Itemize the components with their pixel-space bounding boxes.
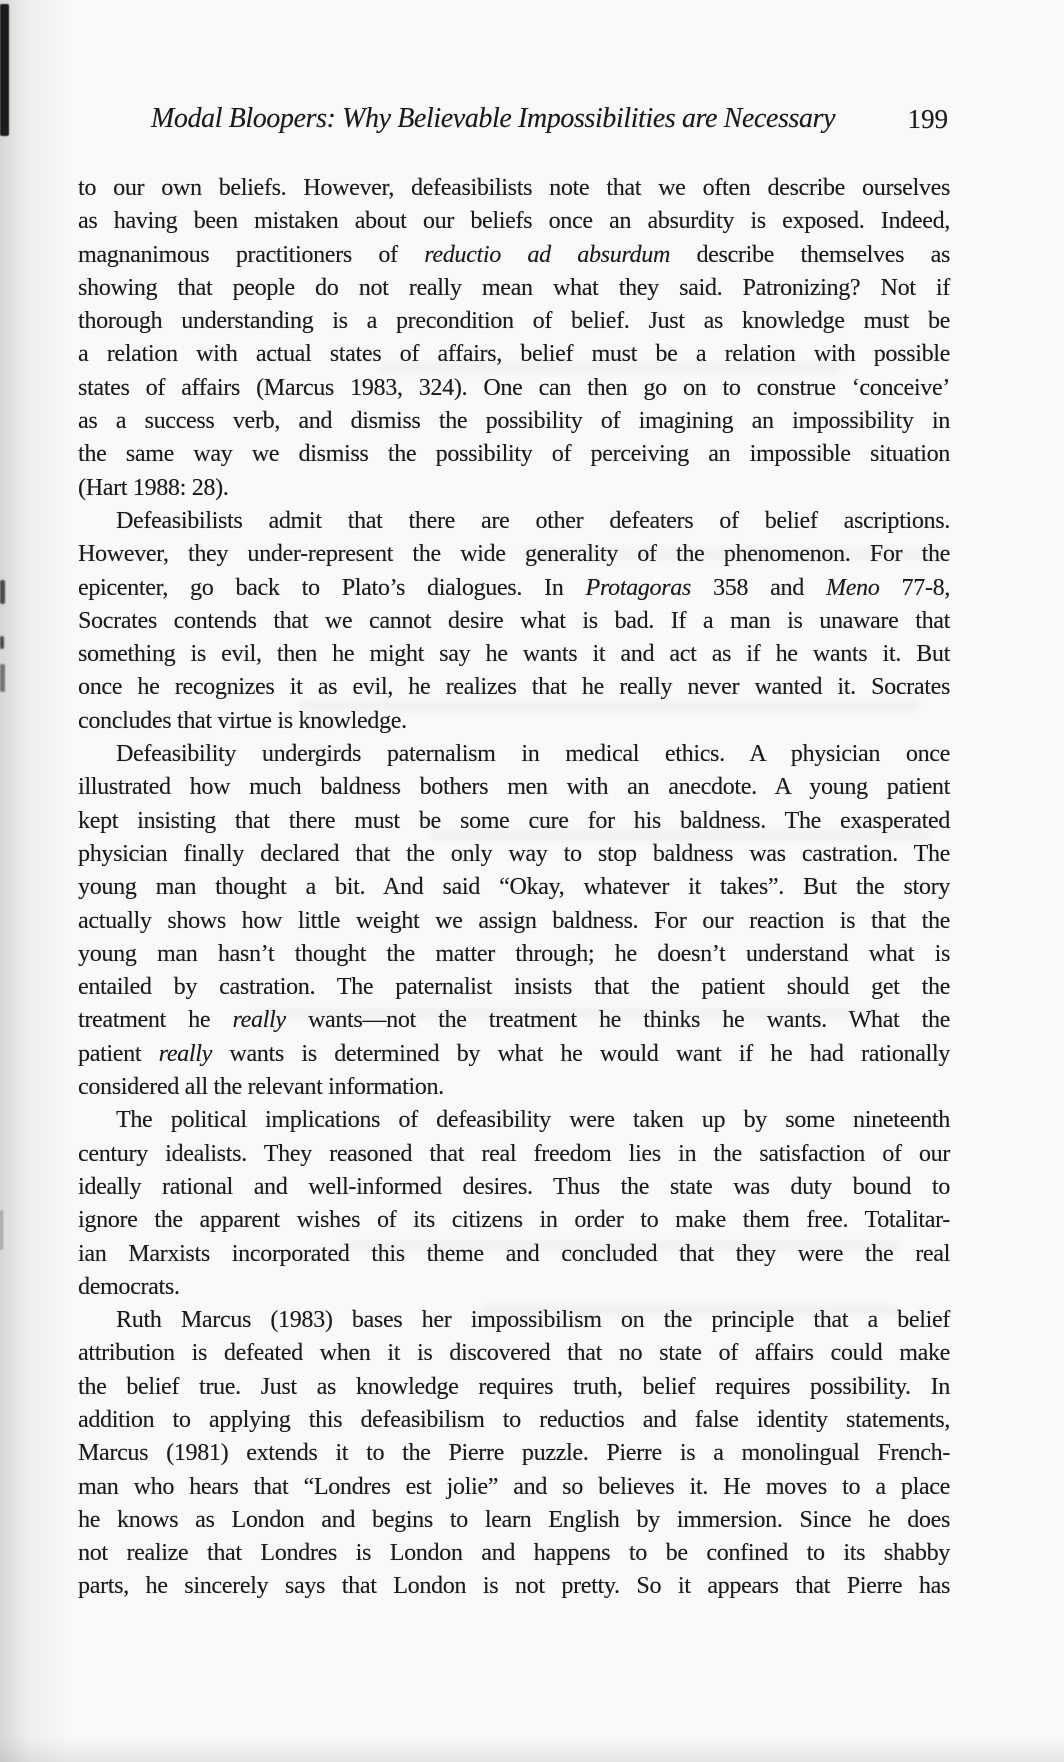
text-segment: something is evil, then he might say he wants it and act as if he wants it. But <box>78 641 950 668</box>
text-segment: Defeasibility undergirds paternalism in medical ethics. A physician once <box>116 741 950 768</box>
text-line <box>78 172 950 205</box>
text-line <box>78 1271 950 1304</box>
text-segment: the same way we dismiss the possibility of perceiving an impossible situation <box>78 441 950 468</box>
text-line <box>78 1471 950 1504</box>
body-text <box>78 172 950 1604</box>
text-line <box>78 1071 950 1104</box>
italic-text-segment: Protagoras <box>585 574 691 601</box>
text-line <box>78 538 950 571</box>
text-segment: physician finally declared that the only way to stop baldness was castration. The <box>78 840 950 867</box>
text-segment: as having been mistaken about our beliefs once an absurdity is exposed. Indeed, <box>78 208 950 235</box>
italic-text-segment: really <box>232 1007 286 1034</box>
text-line <box>78 472 950 505</box>
text-segment: considered all the relevant information. <box>78 1074 444 1101</box>
text-line <box>78 305 950 338</box>
scan-edge-shadow <box>0 0 74 1762</box>
text-line <box>78 1537 950 1570</box>
text-segment: illustrated how much baldness bothers men with an anecdote. A young patient <box>78 774 950 801</box>
text-segment: parts, he sincerely says that London is not pretty. So it appears that Pierre has <box>78 1573 950 1600</box>
text-segment: states of affairs (Marcus 1983, 324). One can then go on to construe ‘conceive’ <box>78 374 950 401</box>
text-line <box>78 1038 950 1071</box>
text-line <box>78 805 950 838</box>
text-line <box>78 1138 950 1171</box>
text-line <box>78 1570 950 1603</box>
text-segment: kept insisting that there must be some cure for his baldness. The exasperated <box>78 807 950 834</box>
text-line <box>78 771 950 804</box>
text-line <box>78 272 950 305</box>
italic-text-segment: reductio ad absurdum <box>424 241 670 268</box>
text-line <box>78 1004 950 1037</box>
text-line <box>78 638 950 671</box>
text-line <box>78 838 950 871</box>
text-line <box>78 1404 950 1437</box>
text-line <box>78 1104 950 1137</box>
text-line <box>78 971 950 1004</box>
text-segment: attribution is defeated when it is discovered that no state of affairs could make <box>78 1340 950 1367</box>
text-segment: addition to applying this defeasibilism to reductios and false identity statements, <box>78 1406 950 1433</box>
text-segment: 77-8, <box>879 574 950 601</box>
text-line <box>78 405 950 438</box>
text-segment: The political implications of defeasibility were taken up by some nineteenth <box>116 1107 950 1134</box>
page-title: Modal Bloopers: Why Believable Impossibilities are Necessary <box>150 103 836 134</box>
page-number: 199 <box>907 104 948 134</box>
text-segment: treatment he <box>78 1007 233 1034</box>
italic-text-segment: Meno <box>826 574 880 601</box>
text-segment: actually shows how little weight we assign baldness. For our reaction is that the <box>78 907 950 934</box>
text-line <box>78 205 950 238</box>
text-line <box>78 1204 950 1237</box>
text-segment: he knows as London and begins to learn English by immersion. Since he does <box>78 1506 950 1533</box>
text-line <box>78 1371 950 1404</box>
text-segment: (Hart 1988: 28). <box>78 474 229 501</box>
text-segment: Ruth Marcus (1983) bases her impossibilism on the principle that a belief <box>116 1307 950 1334</box>
text-line <box>78 938 950 971</box>
scan-bottom-shadow <box>0 1736 1064 1762</box>
text-line <box>78 738 950 771</box>
text-line <box>78 338 950 371</box>
text-segment: thorough understanding is a precondition of belief. Just as knowledge must be <box>78 308 950 335</box>
text-line <box>78 1171 950 1204</box>
text-line <box>78 605 950 638</box>
text-segment: as a success verb, and dismiss the possibility of imagining an impossibility in <box>78 408 950 435</box>
text-line <box>78 905 950 938</box>
text-segment: patient <box>78 1040 159 1067</box>
text-segment: concludes that virtue is knowledge. <box>78 707 407 734</box>
text-segment: democrats. <box>78 1273 180 1300</box>
text-line <box>78 572 950 605</box>
scan-speck <box>0 664 5 692</box>
text-line <box>78 239 950 272</box>
text-segment: century idealists. They reasoned that real freedom lies in the satisfaction of our <box>78 1140 950 1167</box>
text-line <box>78 871 950 904</box>
text-segment: once he recognizes it as evil, he realizes that he really never wanted it. Socrates <box>78 674 950 701</box>
text-segment: Socrates contends that we cannot desire what is bad. If a man is unaware that <box>78 607 950 634</box>
text-segment: Defeasibilists admit that there are other defeaters of belief ascriptions. <box>116 507 950 534</box>
scan-speck <box>0 580 5 604</box>
text-line <box>78 505 950 538</box>
text-line <box>78 438 950 471</box>
text-segment: the belief true. Just as knowledge requires truth, belief requires possibility. In <box>78 1373 950 1400</box>
text-segment: entailed by castration. The paternalist insists that the patient should get the <box>78 974 950 1001</box>
italic-text-segment: really <box>158 1040 212 1067</box>
text-segment: 358 and <box>690 574 826 601</box>
text-line <box>78 671 950 704</box>
text-line <box>78 1437 950 1470</box>
text-segment: young man thought a bit. And said “Okay, whatever it takes”. But the story <box>78 874 950 901</box>
text-line <box>78 1504 950 1537</box>
text-segment: ian Marxists incorporated this theme and concluded that they were the real <box>78 1240 950 1267</box>
text-segment: young man hasn’t thought the matter through; he doesn’t understand what is <box>78 940 950 967</box>
text-line <box>78 1238 950 1271</box>
text-segment: ignore the apparent wishes of its citizens in order to make them free. Totalitar- <box>78 1207 950 1234</box>
text-line <box>78 705 950 738</box>
text-segment: magnanimous practitioners of <box>78 241 425 268</box>
scan-speck <box>0 1210 3 1250</box>
text-segment: ideally rational and well-informed desires. Thus the state was duty bound to <box>78 1173 950 1200</box>
text-line <box>78 1337 950 1370</box>
text-segment: man who hears that “Londres est jolie” and so believes it. He moves to a place <box>78 1473 950 1500</box>
text-segment: describe themselves as <box>669 241 950 268</box>
text-segment: However, they under-represent the wide generality of the phenomenon. For the <box>78 541 950 568</box>
text-segment: showing that people do not really mean what they said. Patronizing? Not if <box>78 274 950 301</box>
text-segment: not realize that Londres is London and happens to be confined to its shabby <box>78 1540 950 1567</box>
scan-binding-mark <box>0 4 9 136</box>
text-segment: to our own beliefs. However, defeasibilists note that we often describe ourselves <box>78 175 950 201</box>
text-segment: epicenter, go back to Plato’s dialogues. In <box>78 574 586 601</box>
text-line <box>78 1304 950 1337</box>
scan-speck <box>0 636 4 649</box>
running-header <box>78 103 950 141</box>
text-segment: Marcus (1981) extends it to the Pierre puzzle. Pierre is a monolingual French- <box>78 1440 950 1467</box>
text-segment: wants—not the treatment he thinks he wants. What the <box>285 1007 950 1034</box>
text-segment: a relation with actual states of affairs, belief must be a relation with possible <box>78 341 950 368</box>
text-segment: wants is determined by what he would want if he had rationally <box>211 1040 950 1067</box>
text-line <box>78 372 950 405</box>
